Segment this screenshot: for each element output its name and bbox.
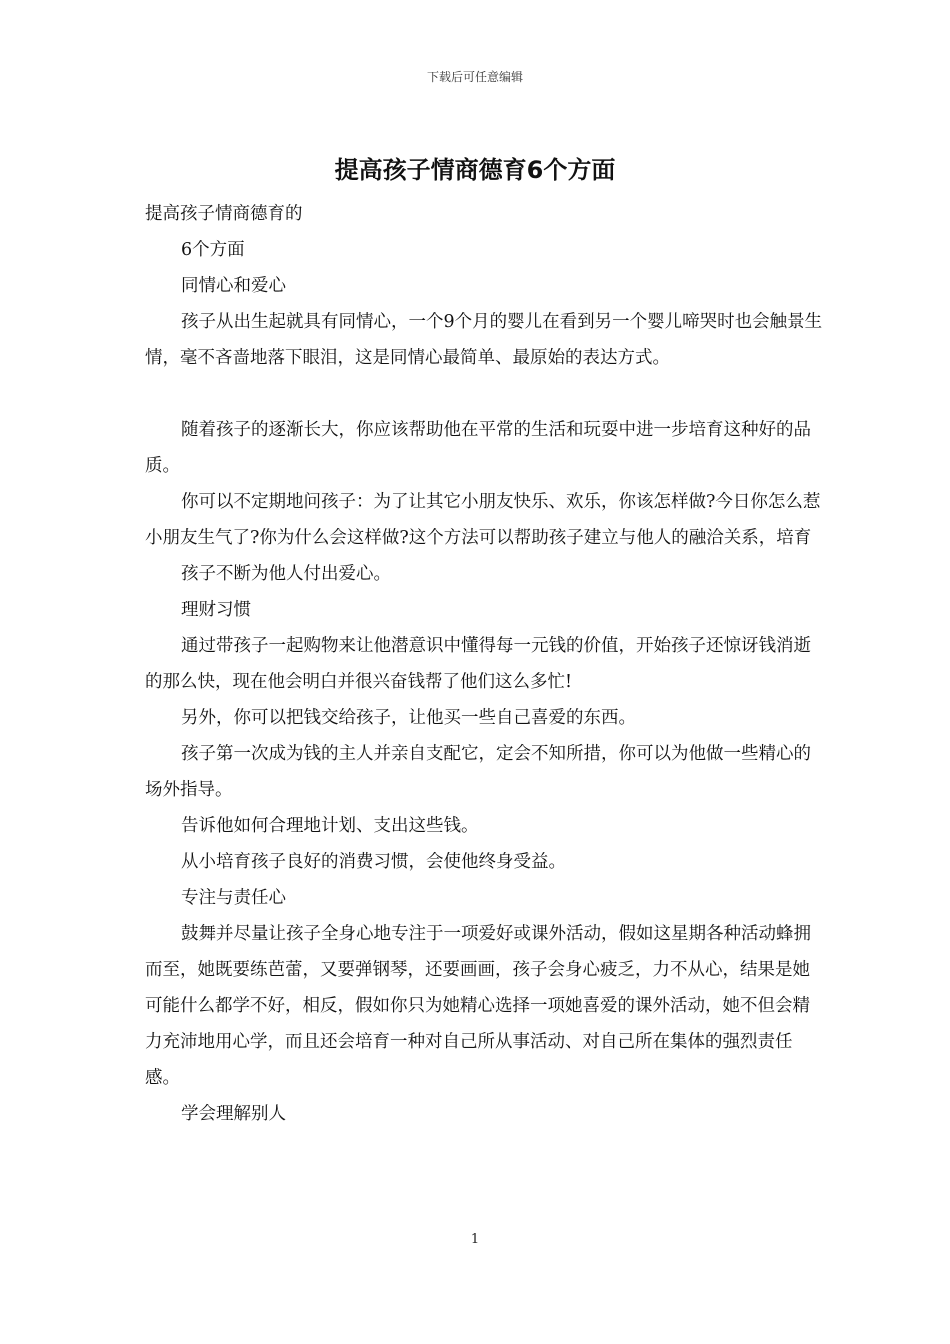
paragraph: 随着孩子的逐渐长大，你应该帮助他在平常的生活和玩耍中进一步培育这种好的品质。: [145, 420, 811, 476]
paragraph: 另外，你可以把钱交给孩子，让他买一些自己喜爱的东西。: [181, 708, 636, 728]
paragraph: 孩子第一次成为钱的主人并亲自支配它，定会不知所措，你可以为他做一些精心的场外指导。: [145, 744, 811, 800]
paragraph: 孩子从出生起就具有同情心，一个9个月的婴儿在看到另一个婴儿啼哭时也会触景生情，毫不吝啬地落下眼泪，这是同情心最简单、最原始的表达方式。: [145, 312, 823, 368]
section-heading-money: 理财习惯: [181, 600, 251, 620]
document-body: [145, 196, 825, 1132]
section-heading-empathy: 同情心和爱心: [181, 276, 286, 296]
paragraph: 从小培育孩子良好的消费习惯，会使他终身受益。: [181, 852, 566, 872]
paragraph: 孩子不断为他人付出爱心。: [181, 564, 391, 584]
page-header-note: 下载后可任意编辑: [426, 70, 523, 84]
paragraph: 鼓舞并尽量让孩子全身心地专注于一项爱好或课外活动，假如这星期各种活动蜂拥而至，她既要练芭蕾，又要弹钢琴，还要画画，孩子会身心疲乏，力不从心，结果是她可能什么都学不好，相反，假如你只为她精心选择一项她喜爱的课外活动，她不但会精力充沛地用心学，而且还会培育一种对自己所从事活动、对自己所在集体的强烈责任感。: [145, 924, 811, 1088]
document-title: 提高孩子情商德育6个方面: [334, 156, 616, 184]
paragraph-intro-cont: 6个方面: [181, 240, 245, 260]
page-number: 1: [470, 1232, 480, 1247]
blank-line: [145, 376, 825, 412]
section-heading-focus: 专注与责任心: [181, 888, 286, 908]
paragraph: 你可以不定期地问孩子：为了让其它小朋友快乐、欢乐，你该怎样做?今日你怎么惹小朋友生气了?你为什么会这样做?这个方法可以帮助孩子建立与他人的融洽关系，培育: [145, 492, 821, 548]
section-heading-understanding: 学会理解别人: [181, 1104, 286, 1124]
paragraph-intro: 提高孩子情商德育的: [145, 204, 303, 224]
paragraph: 通过带孩子一起购物来让他潜意识中懂得每一元钱的价值，开始孩子还惊讶钱消逝的那么快，现在他会明白并很兴奋钱帮了他们这么多忙!: [145, 636, 811, 692]
paragraph: 告诉他如何合理地计划、支出这些钱。: [181, 816, 479, 836]
